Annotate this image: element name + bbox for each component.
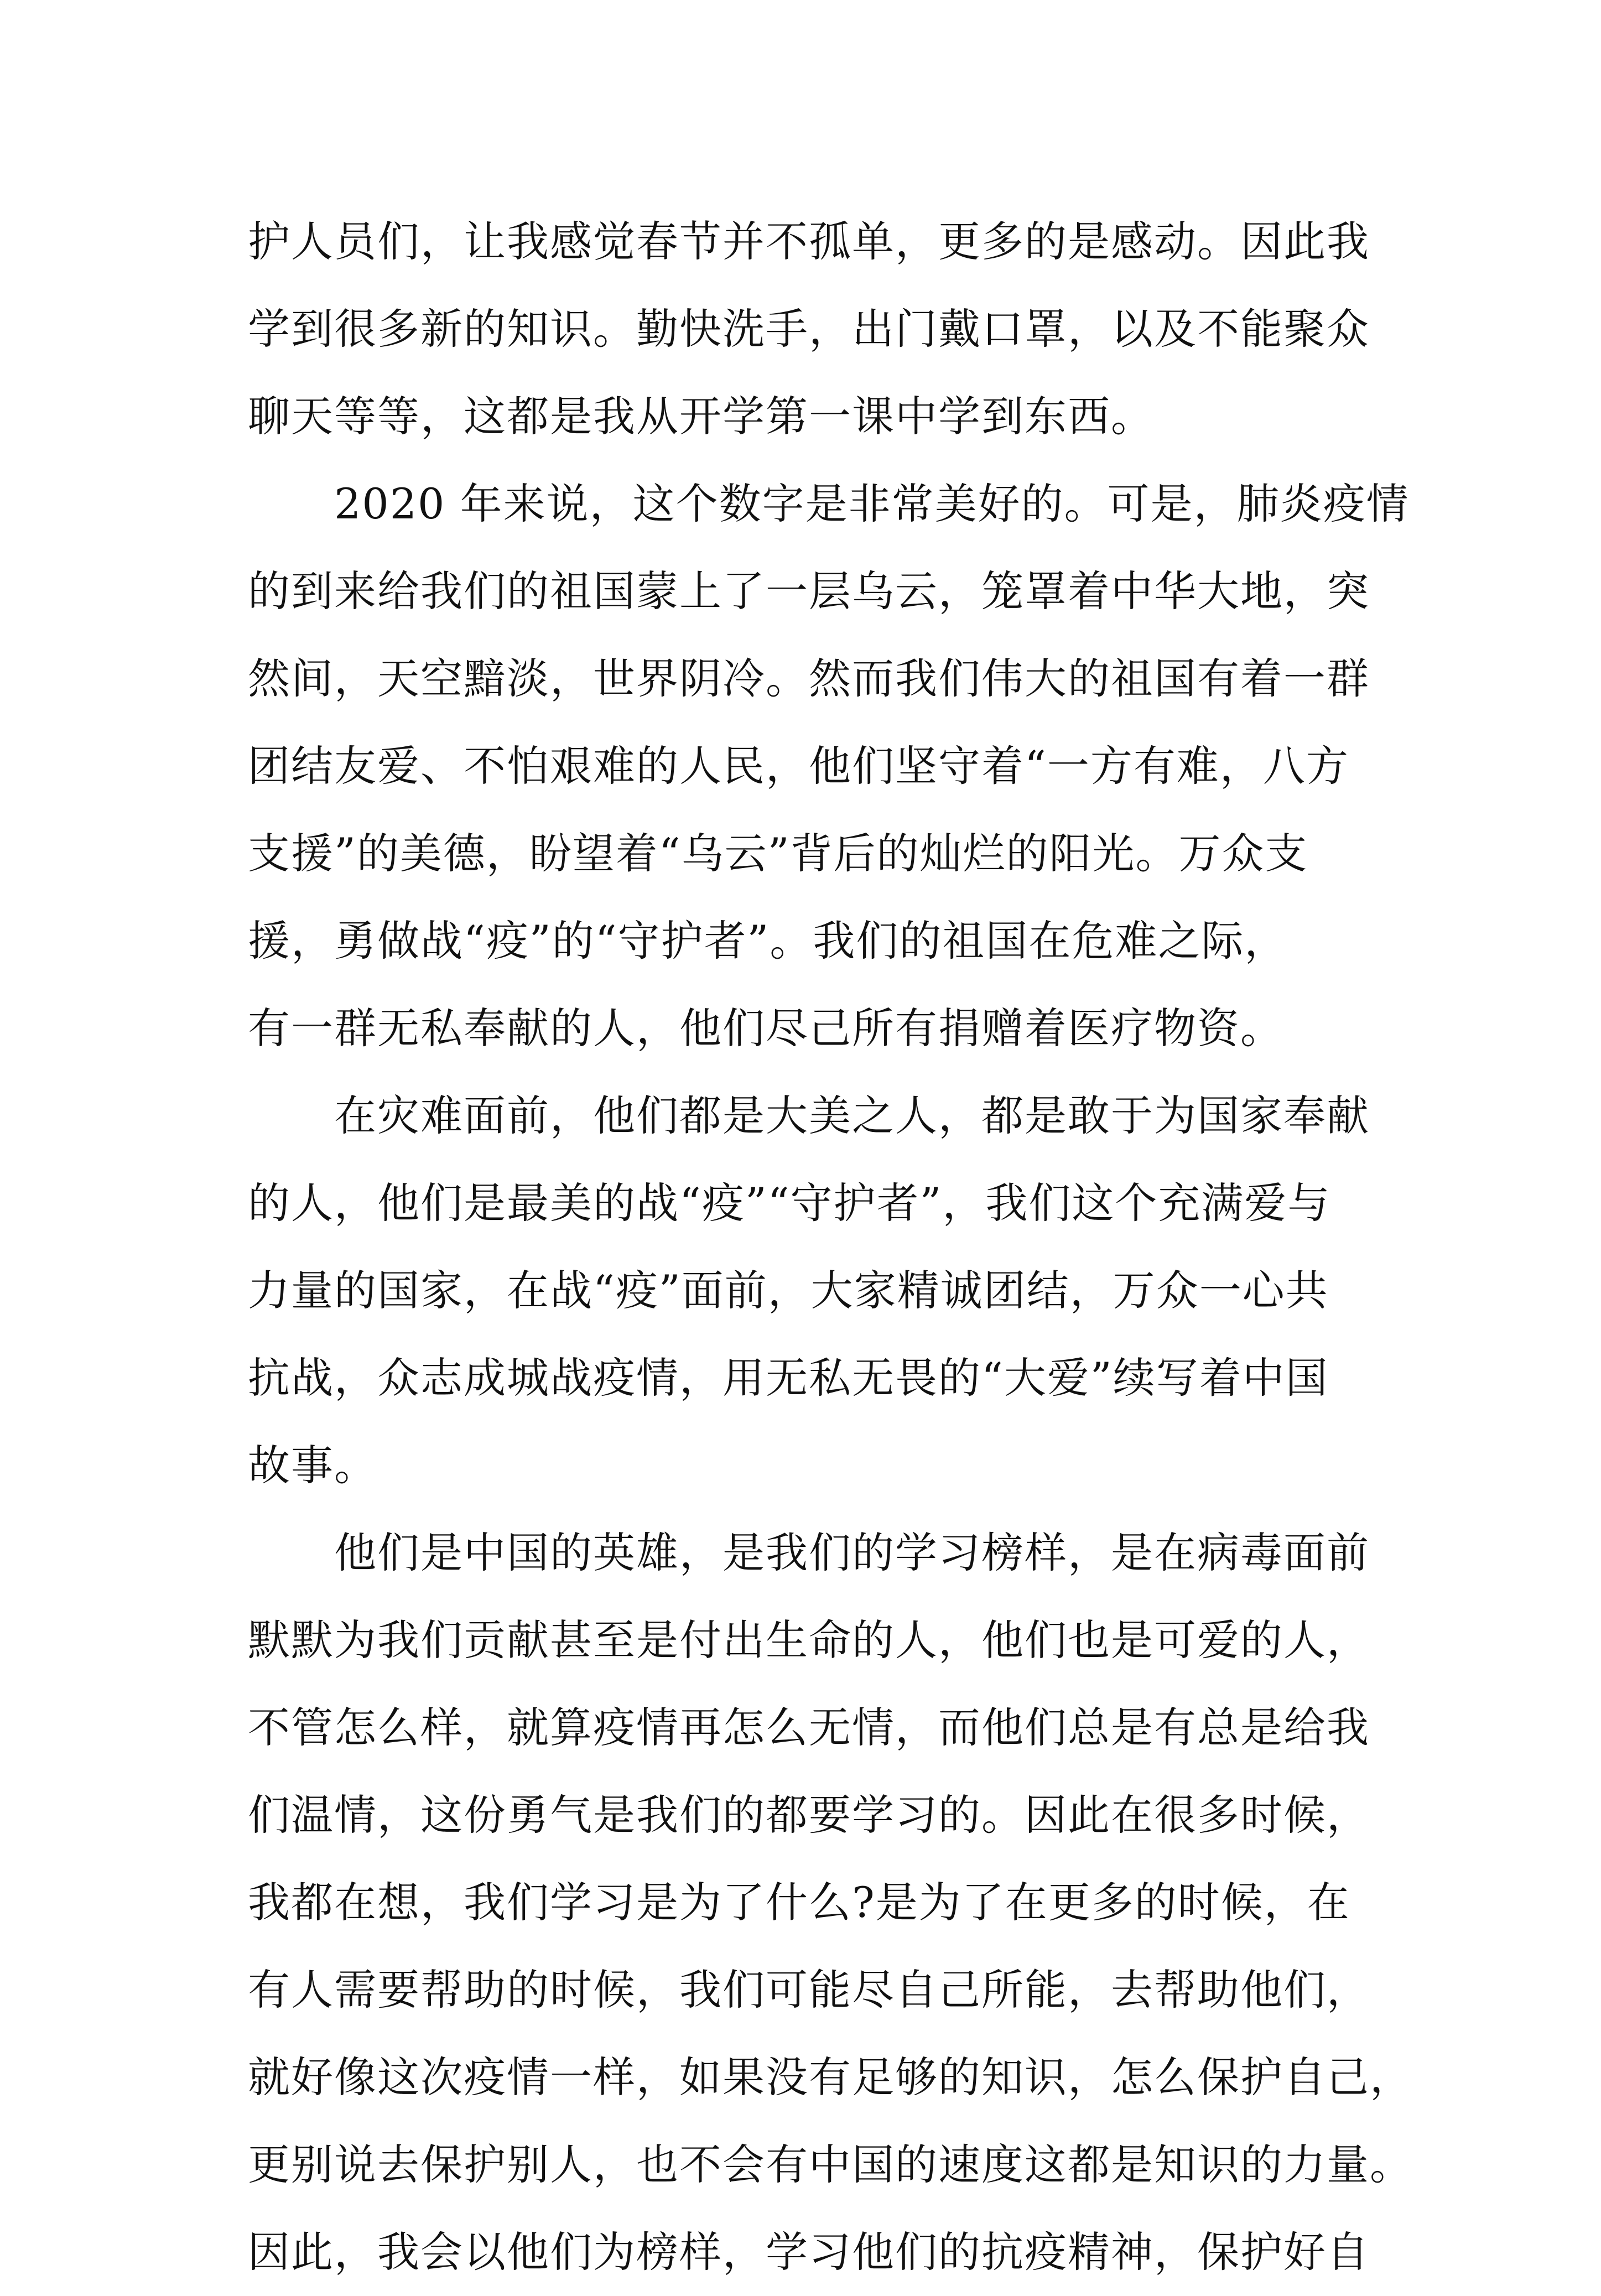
text-line: 有一群无私奉献的人，他们尽己所有捐赠着医疗物资。: [248, 1004, 1283, 1053]
text-line: 支援”的美德，盼望着“乌云”背后的灿烂的阳光。万众支: [248, 829, 1308, 878]
text-line: 抗战，众志成城战疫情，用无私无畏的“大爱”续写着中国: [248, 1353, 1329, 1402]
paragraph-start-line: 他们是中国的英雄，是我们的学习榜样，是在病毒面前: [248, 1528, 1370, 1577]
text-line: 有人需要帮助的时候，我们可能尽自己所能，去帮助他们，: [248, 1965, 1370, 2014]
text-line: 我都在想，我们学习是为了什么?是为了在更多的时候，在: [248, 1878, 1350, 1927]
text-line: 故事。: [248, 1441, 377, 1490]
paragraph-start-line: 2020 年来说，这个数字是非常美好的。可是，肺炎疫情: [248, 479, 1410, 528]
text-line: 就好像这次疫情一样，如果没有足够的知识，怎么保护自己，: [248, 2053, 1413, 2102]
text-line: 然间，天空黯淡，世界阴冷。然而我们伟大的祖国有着一群: [248, 654, 1370, 703]
text-line: 的人，他们是最美的战“疫”“守护者”，我们这个充满爱与: [248, 1178, 1331, 1228]
text-line: 们温情，这份勇气是我们的都要学习的。因此在很多时候，: [248, 1790, 1370, 1840]
text-line: 因此，我会以他们为榜样，学习他们的抗疫精神，保护好自: [248, 2227, 1370, 2277]
text-line: 默默为我们贡献甚至是付出生命的人，他们也是可爱的人，: [248, 1615, 1370, 1665]
text-line: 的到来给我们的祖国蒙上了一层乌云，笼罩着中华大地，突: [248, 567, 1370, 616]
essay-text: [248, 198, 1413, 2296]
paragraph-start-line: 在灾难面前，他们都是大美之人，都是敢于为国家奉献: [248, 1091, 1370, 1140]
text-line: 更别说去保护别人，也不会有中国的速度这都是知识的力量。: [248, 2140, 1413, 2189]
text-line: 团结友爱、不怕艰难的人民，他们坚守着“一方有难，八方: [248, 741, 1349, 791]
text-line: 聊天等等，这都是我从开学第一课中学到东西。: [248, 392, 1154, 441]
text-line: 援，勇做战“疫”的“守护者”。我们的祖国在危难之际，: [248, 916, 1288, 965]
text-line: 力量的国家，在战“疫”面前，大家精诚团结，万众一心共: [248, 1266, 1329, 1315]
text-line: 不管怎么样，就算疫情再怎么无情，而他们总是有总是给我: [248, 1703, 1370, 1752]
text-line: 护人员们，让我感觉春节并不孤单，更多的是感动。因此我: [248, 217, 1370, 266]
text-line: 学到很多新的知识。勤快洗手，出门戴口罩，以及不能聚众: [248, 304, 1370, 354]
